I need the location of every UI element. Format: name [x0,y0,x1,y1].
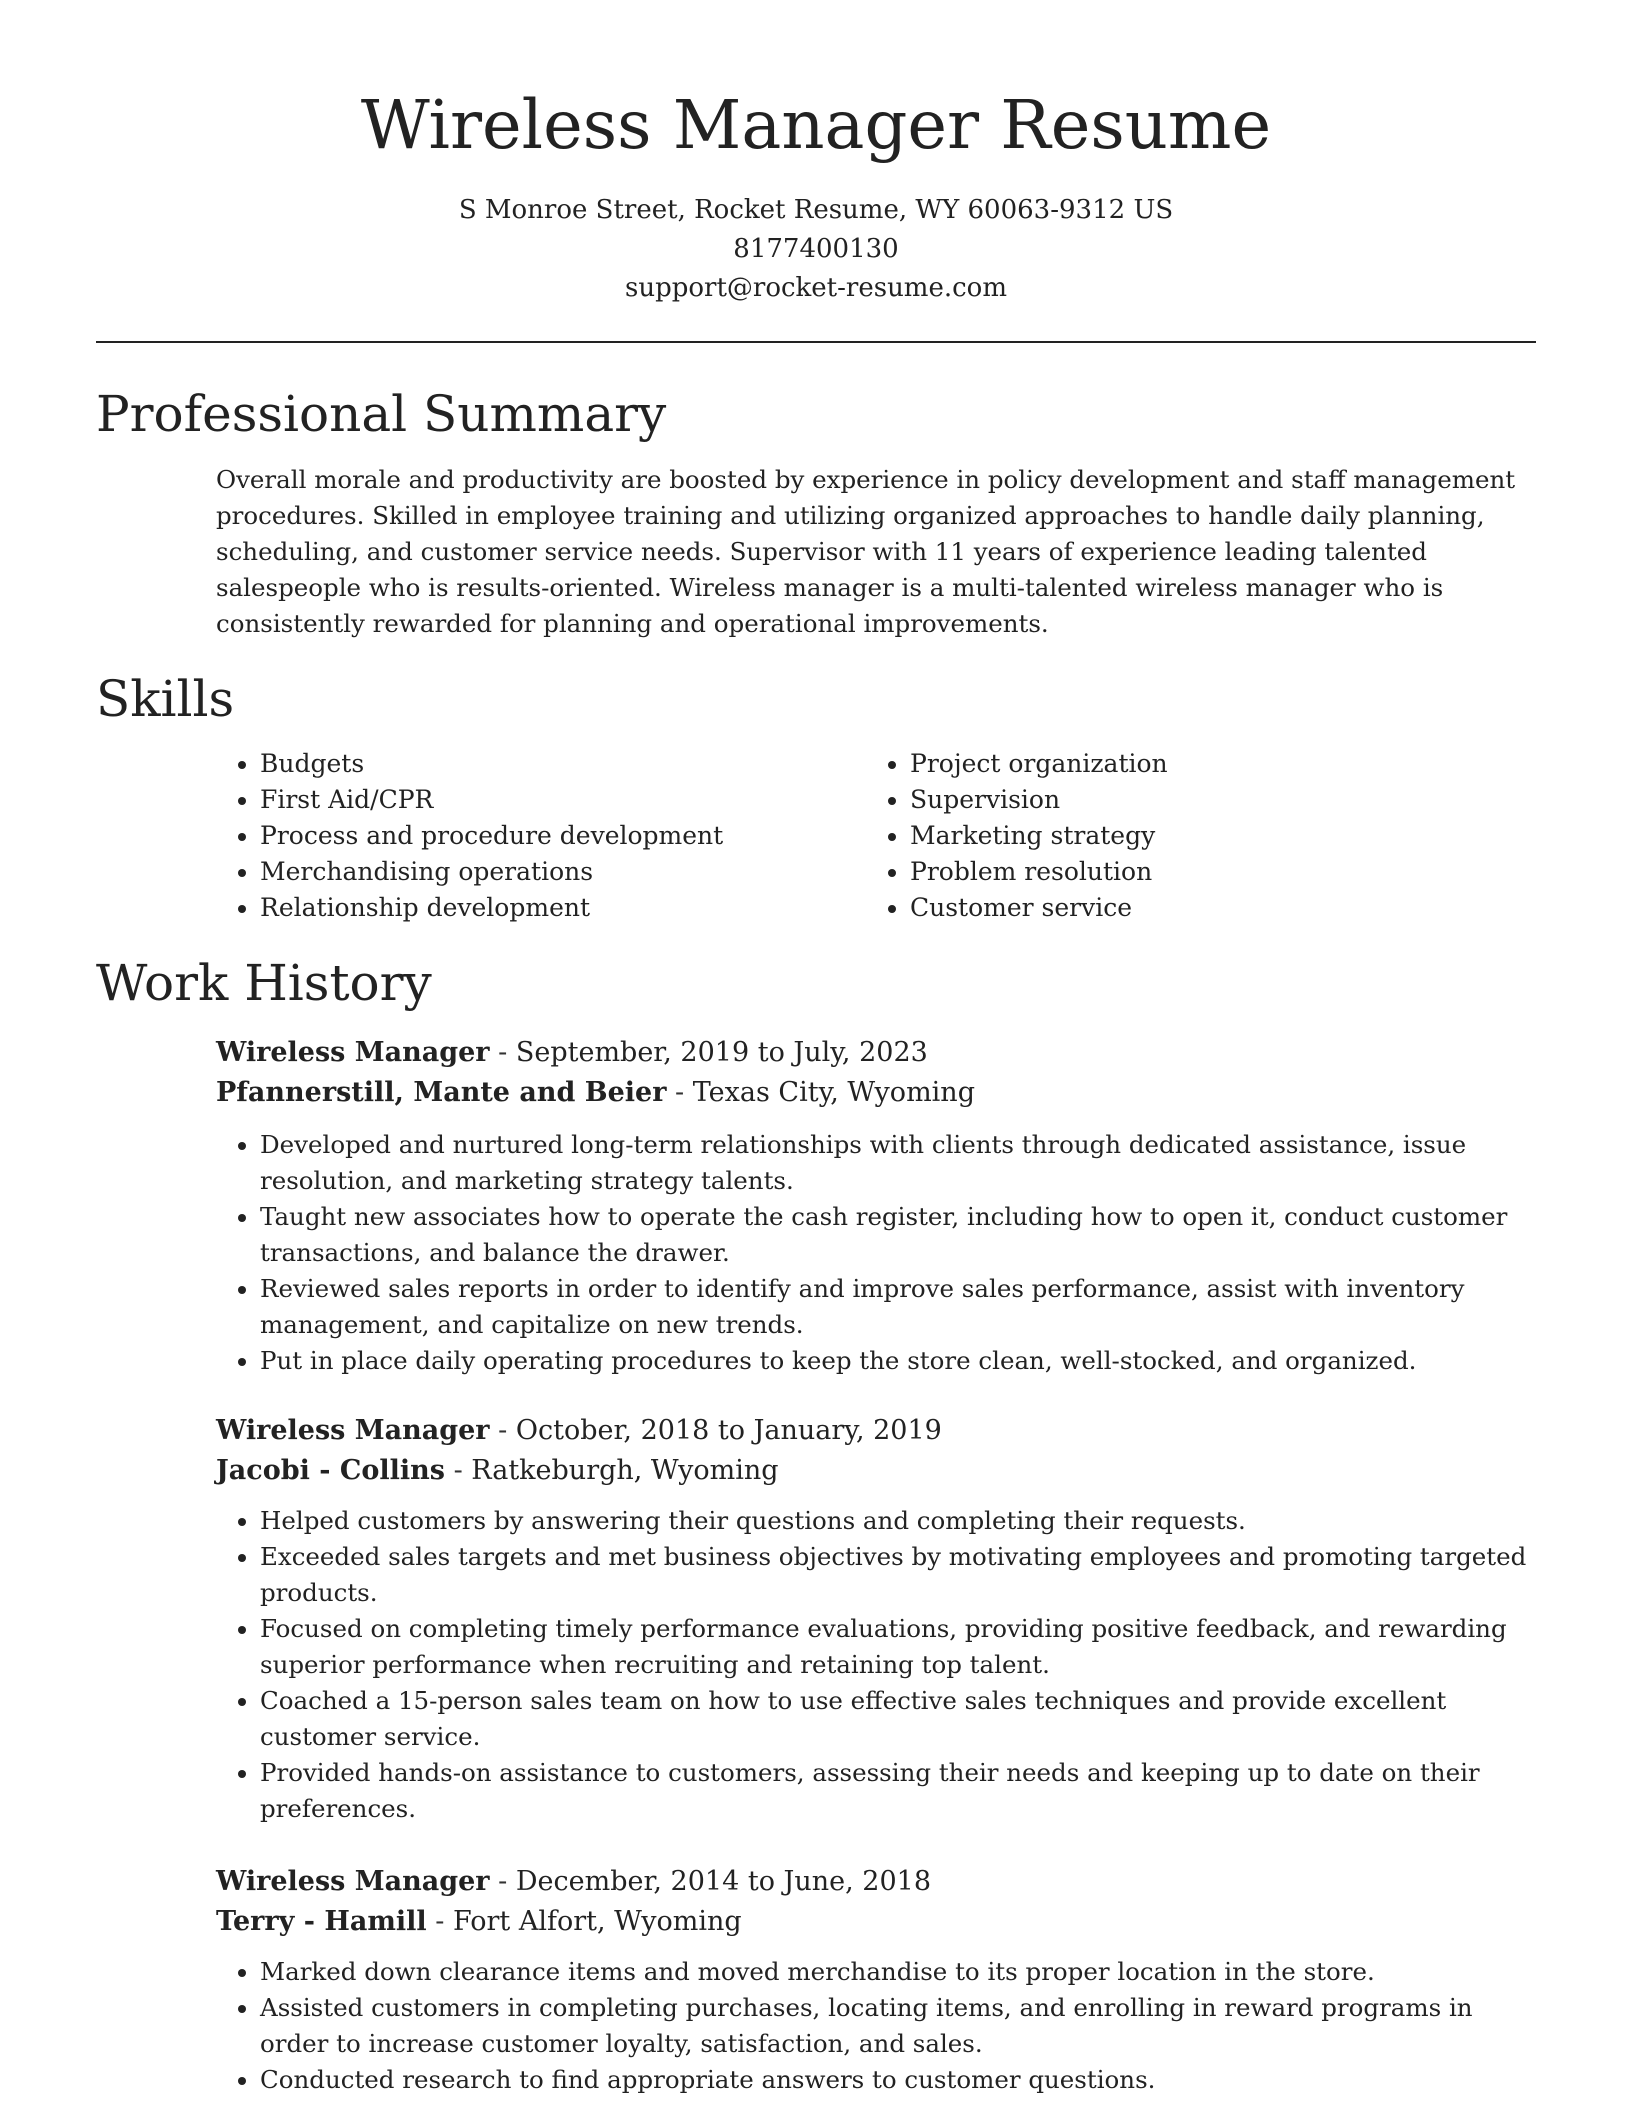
contact-address: S Monroe Street, Rocket Resume, WY 60063-9312 US [458,195,1174,225]
skills-list-right [866,746,1168,926]
skill-item: • Process and procedure development [260,818,723,854]
job-bullet: • Taught new associates how to operate the cash register, including how to open it, conduct customer transactions, and balance the drawer. [260,1199,1546,1271]
job-company: Terry - Hamill [216,1906,427,1937]
summary-text: Overall morale and productivity are boosted by experience in policy development and staff management procedures. Skilled in employee training and utilizing organized approaches to handle daily planning, scheduling, and customer service needs. Supervisor with 11 years of experience leading talented salespeople who is results-oriented. Wireless manager is a multi-talented wireless manager who is consistently rewarded for planning and operational improvements. [216,465,1516,638]
job-bullet: • Reviewed sales reports in order to identify and improve sales performance, assist with inventory management, and capitalize on new trends. [260,1271,1546,1343]
job-dates: September, 2019 to July, 2023 [515,1037,928,1068]
job-bullets [216,1954,1546,2098]
contact-email: support@rocket-resume.com [624,273,1007,303]
job-dates: October, 2018 to January, 2019 [515,1415,942,1446]
job-bullet: • Assisted customers in completing purchases, locating items, and enrolling in reward programs in order to increase customer loyalty, satisfaction, and sales. [260,1990,1546,2062]
contact-block [0,191,1632,308]
job-bullets [216,1503,1546,1827]
job-company: Jacobi - Collins [216,1455,445,1486]
job-location: Texas City, Wyoming [692,1077,975,1108]
skill-item: • Project organization [910,746,1168,782]
skill-item: • Merchandising operations [260,854,723,890]
job-title-line: Wireless Manager - September, 2019 to July, 2023 [216,1037,928,1068]
skill-item: • Budgets [260,746,723,782]
job-title: Wireless Manager [216,1866,490,1897]
job-dates: December, 2014 to June, 2018 [515,1866,931,1897]
job-bullet: • Developed and nurtured long-term relationships with clients through dedicated assistance, issue resolution, and marketing strategy talents. [260,1127,1546,1199]
resume-title: Wireless Manager Resume [360,86,1272,164]
work-history-heading: Work History [96,954,432,1012]
job-company: Pfannerstill, Mante and Beier [216,1077,667,1108]
job-company-line: Pfannerstill, Mante and Beier - Texas City, Wyoming [216,1077,975,1108]
skills-heading: Skills [96,670,235,728]
job-bullets [216,1127,1546,1379]
job-title-line: Wireless Manager - October, 2018 to January, 2019 [216,1415,942,1446]
job-bullet: • Provided hands-on assistance to customers, assessing their needs and keeping up to date on their preferences. [260,1755,1546,1827]
skill-item: • Marketing strategy [910,818,1168,854]
skill-item: • First Aid/CPR [260,782,723,818]
job-bullet: • Conducted research to find appropriate answers to customer questions. [260,2062,1546,2098]
summary-heading: Professional Summary [96,385,667,443]
job-bullet: • Focused on completing timely performance evaluations, providing positive feedback, and rewarding superior performance when recruiting and retaining top talent. [260,1611,1546,1683]
job-title: Wireless Manager [216,1037,490,1068]
job-entry [216,1411,1546,1827]
job-bullet: • Helped customers by answering their questions and completing their requests. [260,1503,1546,1539]
header-divider [96,341,1536,343]
job-title: Wireless Manager [216,1415,490,1446]
skill-item: • Customer service [910,890,1168,926]
job-bullet: • Marked down clearance items and moved merchandise to its proper location in the store. [260,1954,1546,1990]
contact-phone: 8177400130 [733,234,899,264]
skill-item: • Problem resolution [910,854,1168,890]
job-entry [216,1862,1546,2098]
skill-item: • Supervision [910,782,1168,818]
job-entry [216,1033,1546,1379]
job-title-line: Wireless Manager - December, 2014 to June, 2018 [216,1866,931,1897]
job-company-line: Jacobi - Collins - Ratkeburgh, Wyoming [216,1455,779,1486]
job-bullet: • Exceeded sales targets and met business objectives by motivating employees and promoting targeted products. [260,1539,1546,1611]
job-location: Fort Alfort, Wyoming [452,1906,742,1937]
skills-list-left [216,746,723,926]
job-company-line: Terry - Hamill - Fort Alfort, Wyoming [216,1906,742,1937]
job-bullet: • Put in place daily operating procedures to keep the store clean, well-stocked, and organized. [260,1343,1546,1379]
skill-item: • Relationship development [260,890,723,926]
job-bullet: • Coached a 15-person sales team on how to use effective sales techniques and provide excellent customer service. [260,1683,1546,1755]
job-location: Ratkeburgh, Wyoming [471,1455,779,1486]
